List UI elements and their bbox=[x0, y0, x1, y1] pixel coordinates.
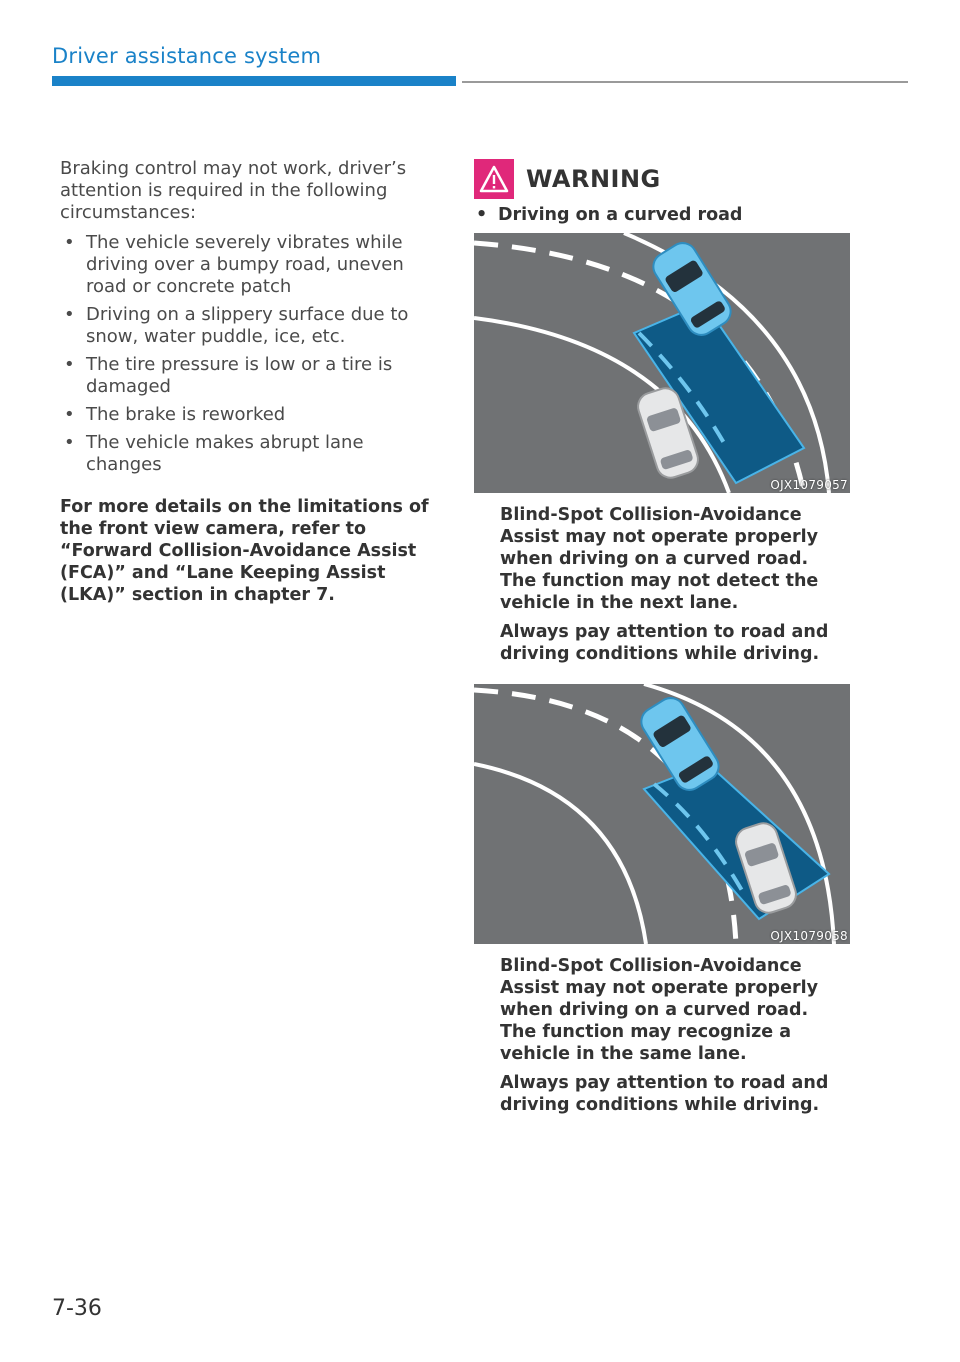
page-header-title: Driver assistance system bbox=[52, 44, 322, 68]
curved-road-illustration-1 bbox=[474, 233, 850, 493]
header-rule-accent bbox=[52, 76, 456, 86]
list-item: • The brake is reworked bbox=[64, 404, 286, 425]
circumstance-list bbox=[60, 232, 440, 476]
header-rule-divider bbox=[462, 81, 908, 83]
warning-label: WARNING bbox=[526, 165, 661, 193]
warning-triangle-icon bbox=[474, 159, 514, 199]
curved-road-illustration-2 bbox=[474, 684, 850, 944]
warning-header bbox=[474, 158, 850, 200]
caption-text: Blind-Spot Collision-Avoidance Assist may not operate properly when driving on a curved road. The function may not detect the vehicle in the next lane. bbox=[500, 505, 819, 613]
list-item: • Driving on a slippery surface due to snow, water puddle, ice, etc. bbox=[64, 304, 409, 347]
reference-note: For more details on the limitations of the front view camera, refer to “Forward Collision-Avoidance Assist (FCA)” and “Lane Keeping Assist (LKA)” section in chapter 7. bbox=[60, 497, 429, 605]
warning-bullet: • Driving on a curved road bbox=[476, 205, 743, 225]
caption-text: Blind-Spot Collision-Avoidance Assist may not operate properly when driving on a curved road. The function may recognize a vehicle in the same lane. bbox=[500, 956, 818, 1064]
list-item: • The tire pressure is low or a tire is damaged bbox=[64, 354, 393, 397]
figure-2-caption bbox=[500, 955, 848, 1123]
left-column bbox=[60, 158, 440, 606]
warning-section bbox=[474, 158, 850, 226]
caption-text: Always pay attention to road and driving conditions while driving. bbox=[500, 1073, 829, 1115]
list-item: • The vehicle severely vibrates while driving over a bumpy road, uneven road or concrete patch bbox=[64, 232, 404, 297]
figure-1-caption bbox=[500, 504, 848, 672]
figure-code: OJX1079058 bbox=[770, 929, 848, 943]
intro-paragraph: Braking control may not work, driver’s attention is required in the following circumstances: bbox=[60, 158, 407, 223]
figure-code: OJX1079057 bbox=[770, 478, 848, 492]
page-number: 7-36 bbox=[52, 1296, 102, 1321]
caption-text: Always pay attention to road and driving conditions while driving. bbox=[500, 622, 829, 664]
list-item: • The vehicle makes abrupt lane changes bbox=[64, 432, 364, 475]
